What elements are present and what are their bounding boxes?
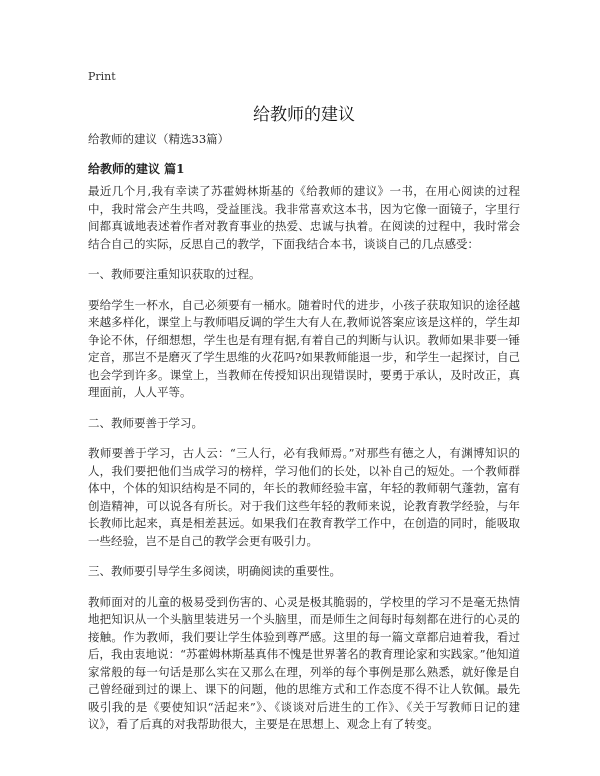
print-link[interactable]: Print — [88, 70, 116, 83]
point-heading-1: 一、教师要注重知识获取的过程。 — [88, 267, 261, 281]
section-heading: 给教师的建议 篇1 — [88, 162, 185, 176]
point-heading-3: 三、教师要引导学生多阅读，明确阅读的重要性。 — [88, 564, 341, 578]
point-heading-2: 二、教师要善于学习。 — [88, 415, 203, 430]
intro-paragraph: 最近几个月,我有幸读了苏霍姆林斯基的《给教师的建议》一书，在用心阅读的过程中，我时常会产生共鸣，受益匪浅。我非常喜欢这本书，因为它像一面镜子，字里行间都真诚地表述着作者对教育事业的热爱、忠诚与执着。在阅读的过程中，我时常会结合自己的实际，反思自己的教学，下面我结合本书，谈谈自己的几点感受： — [88, 184, 520, 251]
body-paragraph-2: 教师要善于学习，古人云：“三人行，必有我师焉。”对那些有德之人，有渊博知识的人，我们要把他们当成学习的榜样，学习他们的长处，以补自己的短处。一个教师群体中，个体的知识结构是不同的，年长的教师经验丰富，年轻的教师朝气蓬勃，富有创造精神，可以说各有所长。对于我们这些年轻的教师来说，论教育教学经验，与年长教师比起来，真是相差甚远。如果我们在教育教学工作中，在创造的同时，能吸取一些经验，岂不是自己的教学会更有吸引力。 — [88, 446, 520, 548]
article-body — [88, 183, 520, 747]
document-title: 给教师的建议 — [253, 105, 355, 125]
document-subtitle: 给教师的建议（精选33篇） — [88, 132, 230, 146]
body-paragraph-3: 教师面对的儿童的极易受到伤害的、心灵是极其脆弱的，学校里的学习不是毫无热情地把知识从一个头脑里装进另一个头脑里，而是师生之间每时每刻都在进行的心灵的接触。作为教师，我们要让学生体验到尊严感。这里的每一篇文章都启迪着我，看过后，我由衷地说：“苏霍姆林斯基真伟不愧是世界著名的教育理论家和实践家。”他知道家常般的每一句话是那么实在又那么在理，列举的每个事例是那么熟悉，就好像是自己曾经碰到过的课上、课下的问题，他的思维方式和工作态度不得不让人钦佩。最先吸引我的是《要使知识“活起来”》、《谈谈对后进生的工作》、《关于写教师日记的建议》，看了后真的对我帮助很大，主要是在思想上、观念上有了转变。 — [88, 594, 520, 731]
body-paragraph-1: 要给学生一杯水，自己必须要有一桶水。随着时代的进步，小孩子获取知识的途径越来越多样化，课堂上与教师唱反调的学生大有人在,教师说答案应该是这样的，学生却争论不休，仔细想想，学生也是有理有据,有着自己的判断与认识。教师如果非要一锤定音，那岂不是磨灭了学生思维的火花吗?如果教师能退一步，和学生一起探讨，自己也会学到许多。课堂上，当教师在传授知识出现错误时，要勇于承认，及时改正，真理面前，人人平等。 — [88, 297, 520, 399]
